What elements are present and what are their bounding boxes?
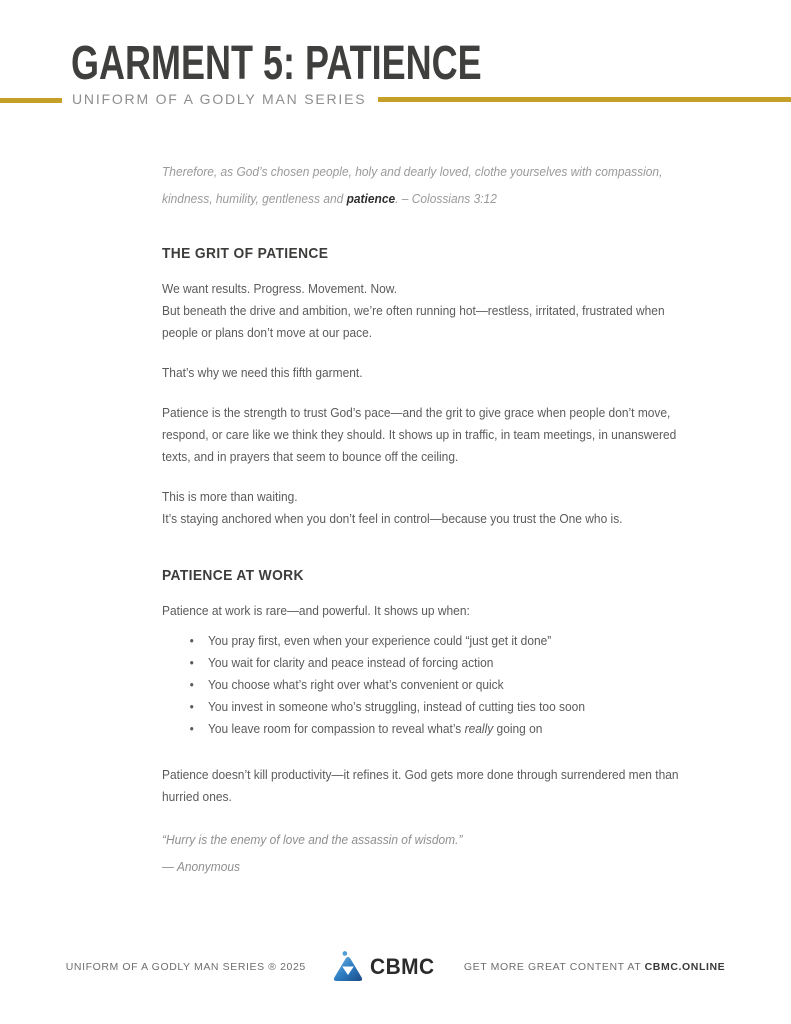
scripture-quote <box>162 158 696 212</box>
paragraph-more-than-waiting-line1: This is more than waiting. <box>162 489 298 504</box>
document-body <box>162 158 696 880</box>
scripture-emphasis: patience <box>346 191 396 206</box>
series-subtitle: UNIFORM OF A GODLY MAN SERIES <box>72 91 367 107</box>
page-title: GARMENT 5: PATIENCE <box>71 37 482 90</box>
paragraph-productivity: Patience doesn’t kill productivity—it refines it. God gets more done through surrendered men than hurried ones. <box>162 767 679 804</box>
bullet-text-pray-first: You pray first, even when your experience could “just get it done” <box>208 633 552 648</box>
gold-rule-left <box>0 98 62 103</box>
bullet-icon: • <box>189 655 194 670</box>
bullet-text-leave-room-post: going on <box>493 721 543 736</box>
closing-quote-line1: “Hurry is the enemy of love and the assassin of wisdom.” <box>162 832 463 847</box>
paragraph-more-than-waiting-line2: It’s staying anchored when you don’t feel in control—because you trust the One who is. <box>162 511 623 526</box>
footer-cta-text <box>464 961 725 973</box>
paragraph-results <box>162 278 696 344</box>
list-item <box>162 718 696 740</box>
paragraph-results-line2: But beneath the drive and ambition, we’re often running hot—restless, irritated, frustrated when people or plans don’t move at our pace. <box>162 303 665 340</box>
paragraph-fifth-garment: That’s why we need this fifth garment. <box>162 365 363 380</box>
closing-quote <box>162 826 696 880</box>
closing-quote-attribution: — Anonymous <box>162 859 240 874</box>
patience-bullet-list <box>162 630 696 740</box>
cbmc-logo-icon <box>332 950 364 984</box>
bullet-text-wait-clarity: You wait for clarity and peace instead of forcing action <box>208 655 494 670</box>
page-footer <box>0 950 791 984</box>
cbmc-logo <box>332 950 438 984</box>
list-item <box>162 630 696 652</box>
list-item <box>162 652 696 674</box>
bullet-icon: • <box>189 633 194 648</box>
footer-cta-pre: GET MORE GREAT CONTENT AT <box>463 961 645 973</box>
bullet-text-leave-room-pre: You leave room for compassion to reveal what’s <box>208 721 465 736</box>
scripture-pre: Therefore, as God’s chosen people, holy and dearly loved, clothe yourselves with compassion, kindness, humility, gentleness and <box>162 164 663 206</box>
gold-rule-right <box>378 97 791 102</box>
footer-cta-url: CBMC.ONLINE <box>644 961 726 973</box>
bullet-text-leave-room-italic: really <box>464 721 494 736</box>
bullet-icon: • <box>189 721 194 736</box>
bullet-text-choose-right: You choose what’s right over what’s convenient or quick <box>208 677 504 692</box>
list-item <box>162 674 696 696</box>
paragraph-patience-strength: Patience is the strength to trust God’s pace—and the grit to give grace when people don’t move, respond, or care like we think they should. It shows up in traffic, in team meetings, in unanswered texts, and in prayers that seem to bounce off the ceiling. <box>162 405 677 464</box>
scripture-reference: . – Colossians 3:12 <box>395 191 497 206</box>
paragraph-results-line1: We want results. Progress. Movement. Now. <box>162 281 398 296</box>
section-heading-work: PATIENCE AT WORK <box>162 567 304 584</box>
paragraph-more-than-waiting <box>162 486 696 530</box>
subtitle-row <box>72 91 791 107</box>
cbmc-logo-wordmark: CBMC <box>369 954 435 979</box>
list-item <box>162 696 696 718</box>
bullet-icon: • <box>189 699 194 714</box>
footer-series-text: UNIFORM OF A GODLY MAN SERIES ® 2025 <box>65 961 306 973</box>
bullet-icon: • <box>189 677 194 692</box>
section-heading-grit: THE GRIT OF PATIENCE <box>162 245 329 262</box>
paragraph-work-intro: Patience at work is rare—and powerful. It shows up when: <box>162 603 470 618</box>
bullet-text-invest-someone: You invest in someone who’s struggling, instead of cutting ties too soon <box>208 699 585 714</box>
